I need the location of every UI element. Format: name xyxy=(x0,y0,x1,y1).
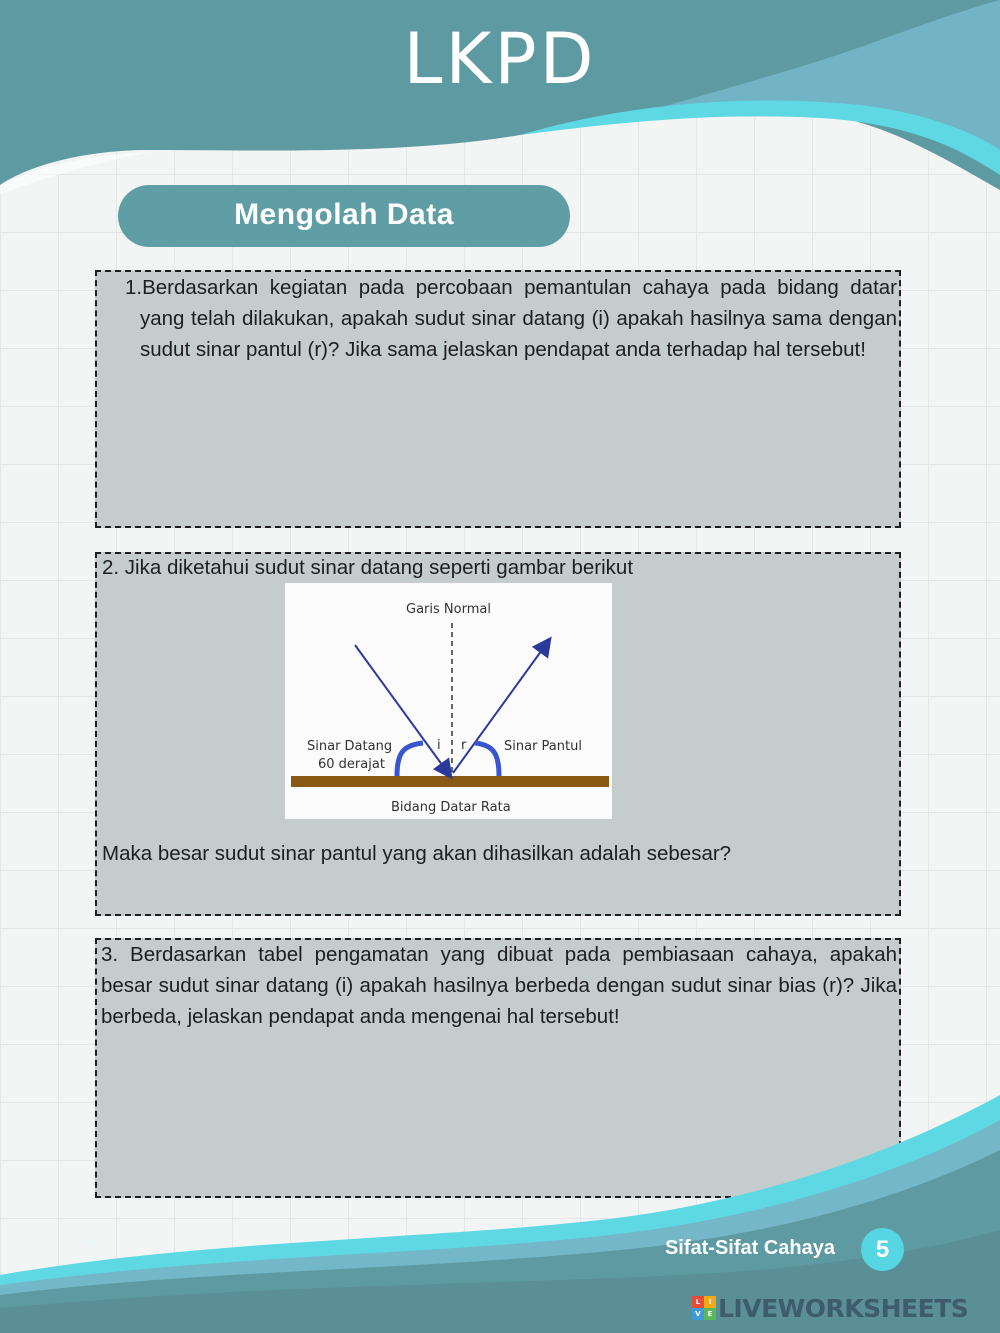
incident-angle-arc xyxy=(397,743,423,776)
section-header xyxy=(118,185,570,247)
section-title: Mengolah Data xyxy=(234,198,454,231)
question-1-text: 1.Berdasarkan kegiatan pada percobaan pemantulan cahaya pada bidang datar yang telah dilakukan, apakah sudut sinar datang (i) apakah hasilnya sama dengan sudut sinar pantul (r)? Jika sama jelaskan pendapat anda terhadap hal tersebut! xyxy=(125,276,897,361)
liveworksheets-brand xyxy=(692,1290,968,1326)
reflection-diagram xyxy=(285,583,612,819)
reflected-angle-arc xyxy=(475,743,499,776)
surface-label: Bidang Datar Rata xyxy=(391,800,511,815)
incident-ray-label: Sinar Datang xyxy=(307,739,393,754)
page-number-badge: 5 xyxy=(861,1228,904,1271)
page-title: LKPD xyxy=(403,18,597,100)
page-code: P5 xyxy=(82,1238,102,1255)
footer-topic: Sifat-Sifat Cahaya xyxy=(664,1237,835,1259)
question-2-intro: 2. Jika diketahui sudut sinar datang seperti gambar berikut xyxy=(102,556,634,579)
liveworksheets-logo-icon: L I V E xyxy=(692,1296,716,1320)
question-3-text: 3. Berdasarkan tabel pengamatan yang dibuat pada pembiasaan cahaya, apakah besar sudut sinar datang (i) apakah hasilnya berbeda dengan sudut sinar bias (r)? Jika berbeda, jelaskan pendapat anda mengenai hal tersebut! xyxy=(101,943,897,1028)
i-label: i xyxy=(437,738,441,753)
question-1-box[interactable] xyxy=(95,270,901,528)
question-2-box[interactable] xyxy=(95,552,901,916)
r-label: r xyxy=(461,738,467,753)
liveworksheets-text: LIVEWORKSHEETS xyxy=(718,1293,969,1323)
reflected-ray-label: Sinar Pantul xyxy=(504,739,582,754)
incident-angle-label: 60 derajat xyxy=(318,757,385,772)
question-2-text: Maka besar sudut sinar pantul yang akan dihasilkan adalah sebesar? xyxy=(102,842,732,865)
flat-surface xyxy=(291,776,609,787)
normal-line-label: Garis Normal xyxy=(406,602,491,617)
